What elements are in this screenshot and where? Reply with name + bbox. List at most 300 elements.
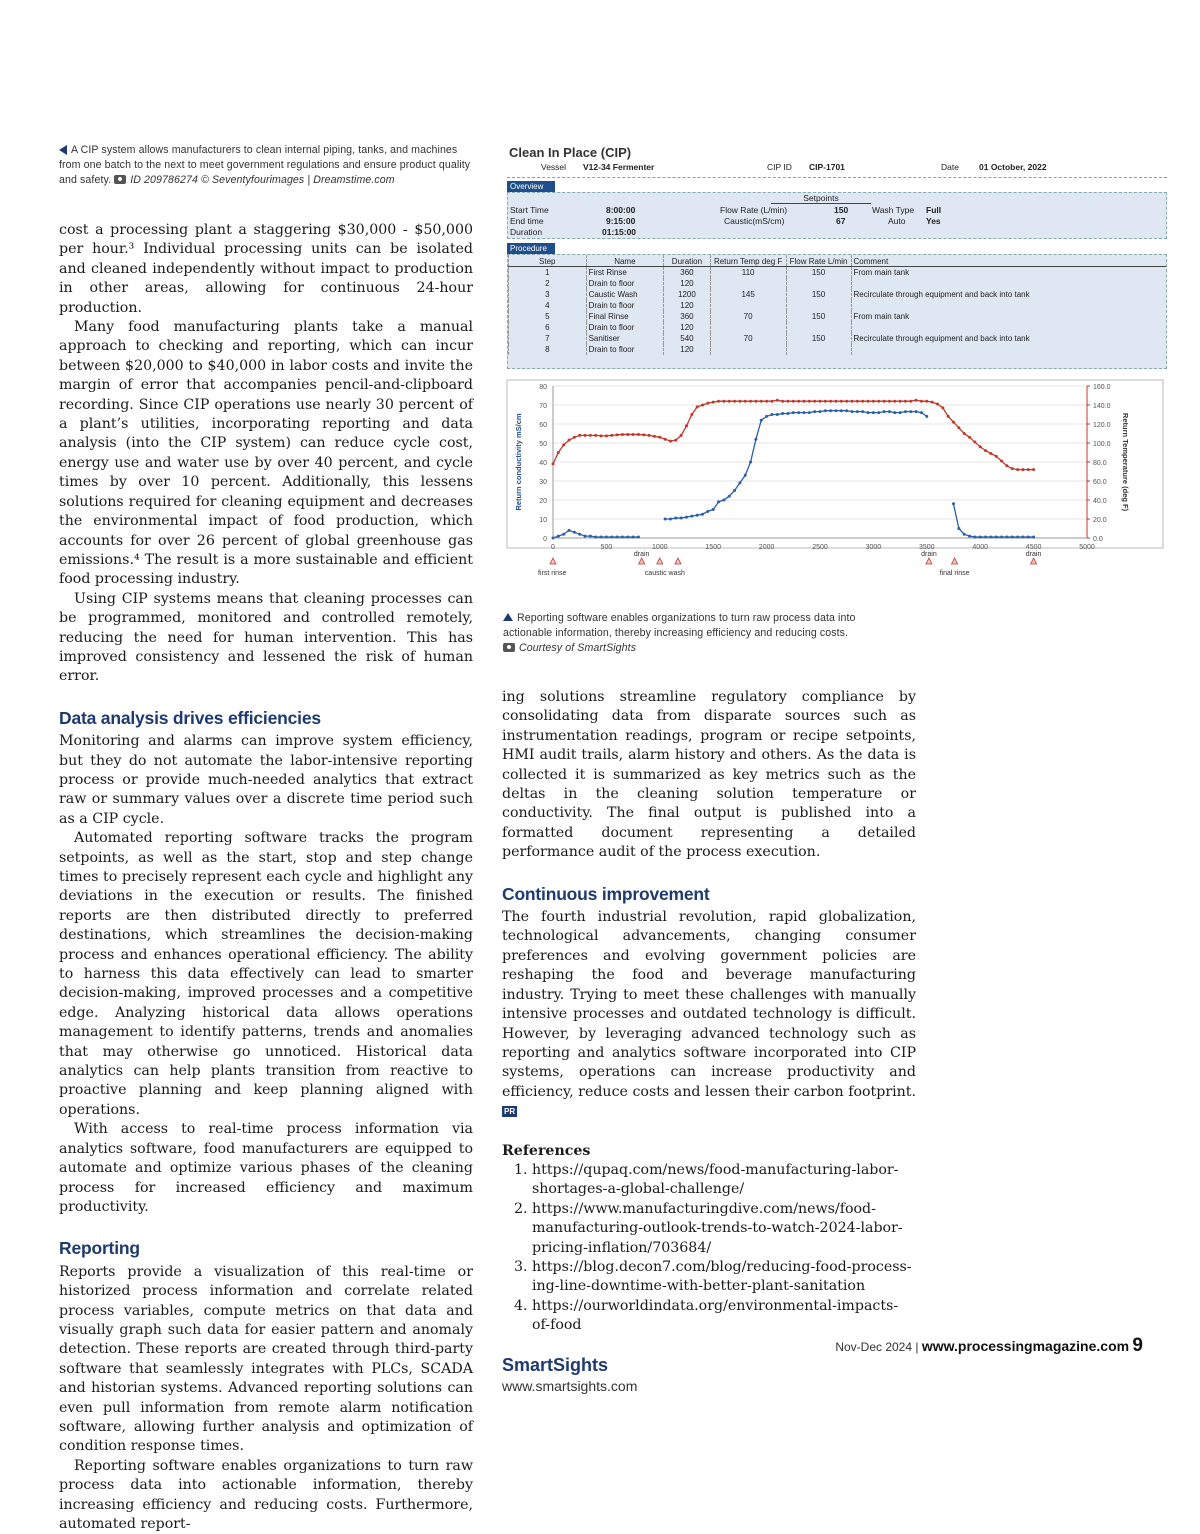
procedure-cell-duration: 360 <box>664 311 711 322</box>
data-point-conductivity <box>861 410 864 413</box>
data-point-conductivity <box>872 411 875 414</box>
data-point-temperature <box>915 399 918 402</box>
procedure-row <box>509 289 1167 300</box>
phase-marker-icon <box>550 558 556 564</box>
data-point-temperature <box>995 455 998 458</box>
y2-tick-label: 40.0 <box>1093 498 1107 505</box>
data-point-conductivity <box>621 536 624 539</box>
y-tick-label: 0 <box>543 536 547 543</box>
data-point-temperature <box>552 462 555 465</box>
data-point-conductivity <box>984 536 987 539</box>
data-point-conductivity <box>722 499 725 502</box>
phase-marker-label: first rinse <box>538 570 567 577</box>
data-point-temperature <box>594 434 597 437</box>
data-point-conductivity <box>669 518 672 521</box>
data-point-temperature <box>616 433 619 436</box>
procedure-row <box>509 322 1167 333</box>
data-point-temperature <box>883 400 886 403</box>
procedure-cell-comment: Recirculate through equipment and back into tank <box>851 289 1166 300</box>
procedure-cell-flow: 150 <box>786 311 851 322</box>
data-point-temperature <box>600 434 603 437</box>
data-point-temperature <box>1016 468 1019 471</box>
top-image-caption: A CIP system allows manufacturers to clean internal piping, tanks, and machines from one batch to the next to meet government regulations and ensure product quality and safety. ID 209786274 © Seventyfourimages | Dreamstime.com <box>59 144 471 186</box>
x-tick-label: 3000 <box>865 544 882 551</box>
site-url[interactable]: www.processingmagazine.com <box>921 1338 1130 1354</box>
section-heading: Reporting <box>59 1238 140 1259</box>
data-point-temperature <box>658 436 661 439</box>
paragraph: Monitoring and alarms can improve system efficiency, but they do not automate the labor-intensive reporting process or provide much-needed analytics that extract raw or summary values over a discrete time period such as a CIP cycle. <box>59 733 473 827</box>
right-column <box>502 688 919 1396</box>
phase-marker-label: caustic wash <box>644 570 685 577</box>
reference-link[interactable]: 1. https://qupaq.com/news/food-manufacturing-labor-shortages-a-global-challenge/ <box>532 1161 916 1200</box>
data-point-conductivity <box>1032 536 1035 539</box>
x-tick-label: 0 <box>551 544 555 551</box>
chart-caption: Reporting software enables organizations to turn raw process data into actionable information, thereby increasing efficiency and reducing costs. Courtesy of SmartSights <box>503 612 856 654</box>
flow-rate-value: 150 <box>834 205 849 215</box>
data-point-temperature <box>690 413 693 416</box>
data-point-temperature <box>653 435 656 438</box>
start-time-label: Start Time <box>510 205 549 215</box>
data-point-temperature <box>957 426 960 429</box>
data-point-conductivity <box>856 410 859 413</box>
auto-label: Auto <box>888 216 906 226</box>
procedure-cell-duration: 1200 <box>664 289 711 300</box>
procedure-cell-name: Drain to floor <box>586 322 664 333</box>
data-point-temperature <box>685 424 688 427</box>
data-point-temperature <box>642 433 645 436</box>
reference-link[interactable]: 3. https://blog.decon7.com/blog/reducing-food-process-ing-line-downtime-with-better-plant-sanitation <box>532 1258 916 1297</box>
data-point-temperature <box>701 404 704 407</box>
data-point-conductivity <box>867 411 870 414</box>
data-point-conductivity <box>797 411 800 414</box>
data-point-conductivity <box>1011 536 1014 539</box>
data-point-temperature <box>840 400 843 403</box>
data-point-temperature <box>877 400 880 403</box>
data-point-temperature <box>589 434 592 437</box>
data-point-temperature <box>733 400 736 403</box>
data-point-temperature <box>578 434 581 437</box>
data-point-conductivity <box>626 536 629 539</box>
data-point-temperature <box>792 400 795 403</box>
data-point-temperature <box>904 400 907 403</box>
procedure-cell-name: First Rinse <box>586 267 664 279</box>
setpoints-label: Setpoints <box>771 193 871 204</box>
cip-report-title: Clean In Place (CIP) <box>509 145 632 160</box>
data-point-temperature <box>754 400 757 403</box>
y-tick-label: 70 <box>539 403 547 410</box>
data-point-temperature <box>738 400 741 403</box>
data-point-temperature <box>835 400 838 403</box>
data-point-conductivity <box>883 410 886 413</box>
data-point-conductivity <box>989 536 992 539</box>
data-point-temperature <box>851 400 854 403</box>
data-point-conductivity <box>920 411 923 414</box>
procedure-cell-comment <box>851 300 1166 311</box>
y2-tick-label: 100.0 <box>1093 441 1111 448</box>
photo-credit: ID 209786274 © Seventyfourimages | Dreamstime.com <box>130 174 395 186</box>
procedure-cell-name: Drain to floor <box>586 344 664 355</box>
procedure-cell-comment: From main tank <box>851 267 1166 279</box>
data-point-conductivity <box>701 513 704 516</box>
duration-label: Duration <box>510 227 543 237</box>
data-point-temperature <box>1032 468 1035 471</box>
procedure-cell-flow: 150 <box>786 333 851 344</box>
data-point-conductivity <box>680 517 683 520</box>
data-point-temperature <box>861 400 864 403</box>
procedure-cell-flow <box>786 322 851 333</box>
issue-date: Nov-Dec 2024 <box>835 1340 913 1354</box>
data-point-temperature <box>936 403 939 406</box>
data-point-temperature <box>717 400 720 403</box>
procedure-cell-flow <box>786 278 851 289</box>
data-point-conductivity <box>1005 536 1008 539</box>
camera-icon <box>503 643 515 652</box>
footer-separator: | <box>915 1340 919 1354</box>
y-tick-label: 40 <box>539 460 547 467</box>
data-point-temperature <box>1027 468 1030 471</box>
data-point-temperature <box>867 400 870 403</box>
data-point-temperature <box>621 433 624 436</box>
data-point-temperature <box>931 401 934 404</box>
data-point-temperature <box>786 400 789 403</box>
company-url[interactable]: www.smartsights.com <box>502 1378 638 1394</box>
data-point-conductivity <box>664 518 667 521</box>
paragraph: Reports provide a visualization of this real-time or historized process information and correlate related process variables, compute metrics on that data and visually graph such data for easier pattern and anomaly detection. These reports are created through third-party software that seamlessly integrates with PLCs, SCADA and historian systems. Advanced reporting solutions can even pull information from remote alarm notification software, allowing further analysis and optimization of condition response times. <box>59 1263 473 1455</box>
data-point-temperature <box>888 400 891 403</box>
data-point-conductivity <box>851 410 854 413</box>
reference-link[interactable]: 2. https://www.manufacturingdive.com/news/food-manufacturing-outlook-trends-to-watch-2024-labor-pricing-inflation/703684/ <box>532 1200 916 1258</box>
phase-marker-icon <box>1031 558 1037 564</box>
data-point-conductivity <box>712 508 715 511</box>
section-heading: Data analysis drives efficiencies <box>59 707 321 728</box>
phase-marker-label: drain <box>921 551 937 558</box>
procedure-cell-temp: 145 <box>710 289 786 300</box>
procedure-row <box>509 278 1167 289</box>
cip-chart <box>503 376 1167 593</box>
x-tick-label: 3500 <box>919 544 935 551</box>
data-point-conductivity <box>706 510 709 513</box>
vessel-value: V12-34 Fermenter <box>583 162 655 172</box>
data-point-conductivity <box>728 495 731 498</box>
x-tick-label: 2500 <box>812 544 828 551</box>
y-axis-title: Return conductivity mS/cm <box>514 413 523 511</box>
caption-pointer-icon <box>59 145 67 155</box>
procedure-cell-flow <box>786 344 851 355</box>
procedure-cell-temp: 70 <box>710 311 786 322</box>
procedure-row <box>509 300 1167 311</box>
data-point-conductivity <box>909 410 912 413</box>
data-point-temperature <box>1011 467 1014 470</box>
data-point-temperature <box>744 400 747 403</box>
company-name: SmartSights <box>502 1354 609 1375</box>
procedure-cell-step: 4 <box>509 300 587 311</box>
procedure-cell-name: Drain to floor <box>586 278 664 289</box>
data-point-conductivity <box>995 536 998 539</box>
data-point-temperature <box>893 400 896 403</box>
caustic-label: Caustic(mS/cm) <box>724 216 785 226</box>
paragraph: Using CIP systems means that cleaning processes can be programmed, monitored and controlled remotely, reducing the need for human intervention. This has improved consistency and lessened the risk of human error. <box>59 590 473 685</box>
paragraph: Reporting software enables organizations to turn raw process data into actionable information, thereby increasing efficiency and reducing costs. Furthermore, automated report- <box>59 1457 473 1532</box>
procedure-cell-temp <box>710 322 786 333</box>
data-point-conductivity <box>802 411 805 414</box>
data-point-temperature <box>664 438 667 441</box>
y2-tick-label: 80.0 <box>1093 460 1107 467</box>
x-tick-label: 4500 <box>1025 544 1042 551</box>
data-point-conductivity <box>568 529 571 532</box>
y-tick-label: 20 <box>539 498 547 505</box>
data-point-temperature <box>648 434 651 437</box>
procedure-cell-step: 7 <box>509 333 587 344</box>
end-time-value: 9:15:00 <box>606 216 636 226</box>
data-point-temperature <box>1021 468 1024 471</box>
procedure-bar: Procedure <box>507 243 555 254</box>
procedure-cell-comment <box>851 278 1166 289</box>
data-point-temperature <box>1000 460 1003 463</box>
procedure-row <box>509 344 1167 355</box>
page-number: 9 <box>1132 1335 1143 1356</box>
cip-report-figure <box>503 143 1167 593</box>
procedure-cell-comment <box>851 322 1166 333</box>
procedure-cell-step: 1 <box>509 267 587 279</box>
data-point-conductivity <box>685 516 688 519</box>
data-point-temperature <box>909 400 912 403</box>
data-point-temperature <box>680 434 683 437</box>
phase-marker-icon <box>952 558 958 564</box>
reference-link[interactable]: 4. https://ourworldindata.org/environmental-impacts-of-food <box>532 1297 916 1336</box>
data-point-conductivity <box>749 461 752 464</box>
cip-id-value: CIP-1701 <box>809 162 845 172</box>
data-point-temperature <box>829 400 832 403</box>
phase-marker-icon <box>926 558 932 564</box>
data-point-temperature <box>637 433 640 436</box>
data-point-temperature <box>674 439 677 442</box>
procedure-column-header: Return Temp deg F <box>710 255 786 267</box>
references-title: References <box>502 1142 591 1159</box>
overview-panel <box>507 192 1167 239</box>
left-column <box>59 221 473 1534</box>
data-point-conductivity <box>1027 536 1030 539</box>
data-point-conductivity <box>1021 536 1024 539</box>
data-point-temperature <box>722 400 725 403</box>
data-point-conductivity <box>792 411 795 414</box>
phase-marker-icon <box>657 558 663 564</box>
data-point-conductivity <box>835 409 838 412</box>
paragraph: ing solutions streamline regulatory compliance by consolidating data from disparate sources such as instrumentation readings, program or recipe setpoints, HMI audit trails, alarm history and others. As the data is collected it is summarized as key metrics such as the deltas in the cleaning solution temperature or conductivity. The final output is published into a formatted document representing a detailed performance audit of the process execution. <box>502 689 916 861</box>
data-point-temperature <box>824 400 827 403</box>
data-point-conductivity <box>824 409 827 412</box>
data-point-conductivity <box>786 412 789 415</box>
data-point-conductivity <box>893 411 896 414</box>
data-point-temperature <box>856 400 859 403</box>
data-point-conductivity <box>888 410 891 413</box>
data-point-temperature <box>968 436 971 439</box>
x-tick-label: 2000 <box>758 544 775 551</box>
data-point-conductivity <box>578 533 581 536</box>
data-point-temperature <box>947 415 950 418</box>
procedure-column-header: Step <box>509 255 587 267</box>
data-point-temperature <box>728 400 731 403</box>
divider <box>507 177 1167 178</box>
data-point-temperature <box>696 405 699 408</box>
procedure-cell-name: Drain to floor <box>586 300 664 311</box>
data-point-conductivity <box>877 411 880 414</box>
procedure-cell-name: Sanitiser <box>586 333 664 344</box>
x-tick-label: 5000 <box>1079 544 1095 551</box>
references <box>502 1142 916 1336</box>
y2-tick-label: 160.0 <box>1093 384 1111 391</box>
data-point-temperature <box>610 434 613 437</box>
data-point-conductivity <box>760 419 763 422</box>
duration-value: 01:15:00 <box>602 227 637 237</box>
data-point-conductivity <box>584 535 587 538</box>
data-point-conductivity <box>573 531 576 534</box>
y-tick-label: 30 <box>539 479 547 486</box>
data-point-temperature <box>749 400 752 403</box>
procedure-row <box>509 333 1167 344</box>
data-point-temperature <box>781 400 784 403</box>
auto-value: Yes <box>926 216 941 226</box>
procedure-cell-flow: 150 <box>786 267 851 279</box>
data-point-temperature <box>632 433 635 436</box>
paragraph: cost a processing plant a staggering $30,000 - $50,000 per hour.³ Individual processing units can be isolated and cleaned independently without impact to production in other areas, allowing for continuous 24-hour production. <box>59 222 473 316</box>
end-time-label: End time <box>510 216 544 226</box>
data-point-temperature <box>557 451 560 454</box>
data-point-conductivity <box>957 527 960 530</box>
references-list <box>502 1161 916 1336</box>
caption-pointer-icon <box>503 613 513 621</box>
data-point-conductivity <box>915 410 918 413</box>
data-point-conductivity <box>979 536 982 539</box>
data-point-temperature <box>925 400 928 403</box>
procedure-cell-duration: 120 <box>664 322 711 333</box>
data-point-temperature <box>899 400 902 403</box>
cip-id-label: CIP ID <box>767 162 792 172</box>
procedure-cell-temp <box>710 344 786 355</box>
procedure-cell-flow <box>786 300 851 311</box>
data-point-temperature <box>760 400 763 403</box>
data-point-conductivity <box>557 535 560 538</box>
procedure-cell-step: 8 <box>509 344 587 355</box>
data-point-conductivity <box>968 535 971 538</box>
wash-type-label: Wash Type <box>872 205 915 215</box>
data-point-conductivity <box>770 413 773 416</box>
y2-tick-label: 60.0 <box>1093 479 1107 486</box>
x-tick-label: 1500 <box>705 544 721 551</box>
data-point-conductivity <box>813 410 816 413</box>
data-point-conductivity <box>717 500 720 503</box>
phase-marker-label: drain <box>1025 551 1042 558</box>
y2-tick-label: 120.0 <box>1093 422 1111 429</box>
data-point-conductivity <box>738 481 741 484</box>
paragraph: The fourth industrial revolution, rapid globalization, technological advancements, changing consumer preferences and evolving government policies are reshaping the food and beverage manufacturing industry. Trying to meet these challenges with manually intensive processes and outdated technology is difficult. However, by leveraging advanced technology such as reporting and analytics software incorporated into CIP systems, operations can increase productivity and efficiency, reduce costs and lessen their carbon footprint. PR <box>502 909 916 1117</box>
x-tick-label: 500 <box>600 544 613 551</box>
data-point-temperature <box>669 440 672 443</box>
y2-tick-label: 0.0 <box>1093 536 1103 543</box>
data-point-conductivity <box>973 536 976 539</box>
data-point-temperature <box>712 401 715 404</box>
vessel-label: Vessel <box>541 162 567 172</box>
y-tick-label: 50 <box>539 441 547 448</box>
section-heading: Continuous improvement <box>502 883 710 904</box>
data-point-temperature <box>605 434 608 437</box>
data-point-conductivity <box>899 411 902 414</box>
procedure-cell-flow: 150 <box>786 289 851 300</box>
data-point-conductivity <box>674 517 677 520</box>
x-tick-label: 1000 <box>652 544 668 551</box>
data-point-conductivity <box>552 537 555 540</box>
end-mark-icon: PR <box>504 1107 516 1117</box>
procedure-cell-step: 3 <box>509 289 587 300</box>
data-point-temperature <box>797 400 800 403</box>
data-point-temperature <box>941 406 944 409</box>
procedure-row <box>509 267 1167 279</box>
data-point-conductivity <box>904 410 907 413</box>
data-point-temperature <box>963 432 966 435</box>
data-point-conductivity <box>605 536 608 539</box>
data-point-conductivity <box>952 502 955 505</box>
data-point-conductivity <box>589 535 592 538</box>
data-point-temperature <box>1005 464 1008 467</box>
data-point-temperature <box>584 434 587 437</box>
data-point-temperature <box>989 452 992 455</box>
procedure-cell-step: 6 <box>509 322 587 333</box>
procedure-table <box>508 255 1166 355</box>
procedure-cell-duration: 120 <box>664 278 711 289</box>
date-value: 01 October, 2022 <box>979 162 1047 172</box>
data-point-conductivity <box>829 409 832 412</box>
data-point-conductivity <box>765 415 768 418</box>
y2-tick-label: 140.0 <box>1093 403 1111 410</box>
procedure-column-header: Flow Rate L/min <box>786 255 851 267</box>
page-footer <box>835 1335 1143 1357</box>
data-point-conductivity <box>1016 536 1019 539</box>
data-point-temperature <box>770 400 773 403</box>
data-point-conductivity <box>781 412 784 415</box>
procedure-row <box>509 311 1167 322</box>
data-point-temperature <box>706 402 709 405</box>
y2-tick-label: 20.0 <box>1093 517 1107 524</box>
procedure-cell-temp: 110 <box>710 267 786 279</box>
data-point-conductivity <box>1000 536 1003 539</box>
procedure-cell-duration: 360 <box>664 267 711 279</box>
data-point-conductivity <box>632 536 635 539</box>
procedure-cell-temp <box>710 300 786 311</box>
procedure-cell-temp <box>710 278 786 289</box>
data-point-temperature <box>920 400 923 403</box>
data-point-conductivity <box>963 533 966 536</box>
procedure-cell-duration: 120 <box>664 344 711 355</box>
procedure-cell-step: 5 <box>509 311 587 322</box>
procedure-panel <box>507 254 1167 369</box>
photo-credit: Courtesy of SmartSights <box>519 642 637 654</box>
procedure-cell-duration: 120 <box>664 300 711 311</box>
procedure-cell-duration: 540 <box>664 333 711 344</box>
data-point-conductivity <box>562 533 565 536</box>
procedure-cell-temp: 70 <box>710 333 786 344</box>
phase-marker-label: final rinse <box>939 570 970 577</box>
data-point-temperature <box>765 400 768 403</box>
data-point-temperature <box>562 443 565 446</box>
data-point-conductivity <box>840 409 843 412</box>
data-point-temperature <box>813 400 816 403</box>
data-point-temperature <box>802 400 805 403</box>
procedure-cell-name: Caustic Wash <box>586 289 664 300</box>
data-point-conductivity <box>754 438 757 441</box>
date-label: Date <box>941 162 959 172</box>
procedure-cell-comment: Recirculate through equipment and back into tank <box>851 333 1166 344</box>
data-point-conductivity <box>925 415 928 418</box>
phase-marker-label: drain <box>633 551 650 558</box>
